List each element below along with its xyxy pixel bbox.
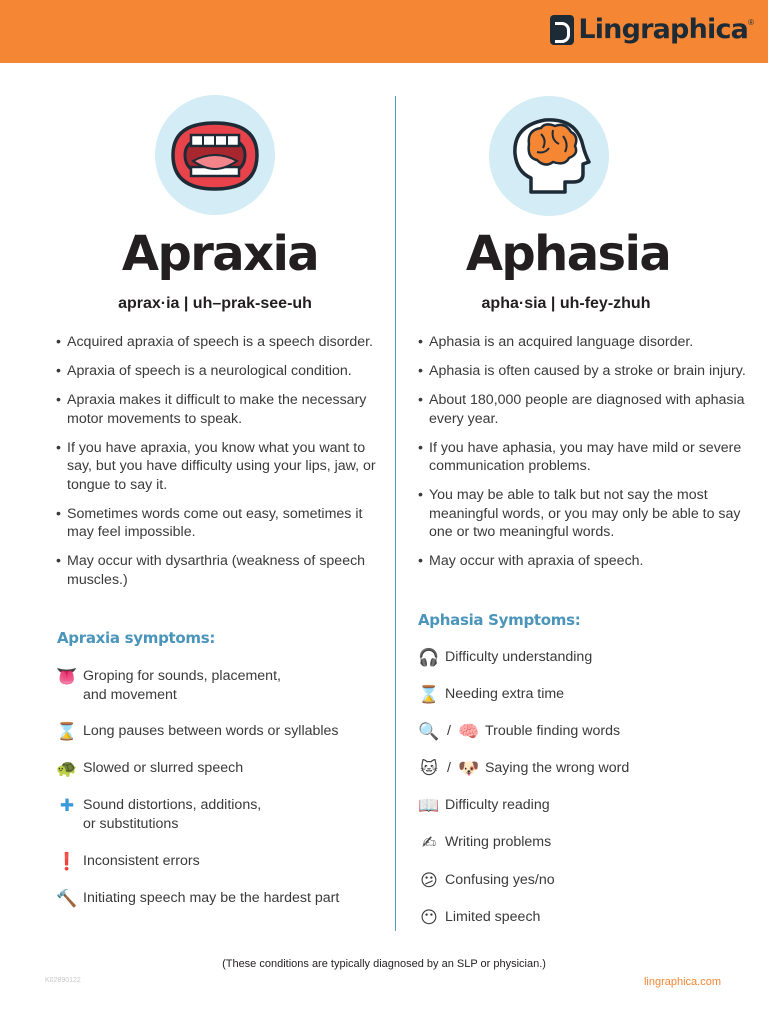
magnifier-icon: 🔍 <box>418 721 440 741</box>
hourglass-icon: ⌛ <box>418 684 440 704</box>
symptom-item <box>417 758 629 780</box>
symptom-item <box>417 647 592 669</box>
symptom-item <box>55 851 200 873</box>
list-item: • You may be able to talk but not say the most meaningful words, or you may only be able to say one or two meaningful words. <box>418 486 763 542</box>
symptom-text-2: and movement <box>83 686 177 703</box>
separator: / <box>447 723 451 739</box>
symptom-text: Inconsistent errors <box>83 853 200 869</box>
hourglass-icon: ⌛ <box>56 721 78 741</box>
list-item: • If you have aphasia, you may have mild or severe communication problems. <box>418 439 763 476</box>
headphones-icon: 🎧 <box>418 647 440 667</box>
book-icon: 📖 <box>418 795 440 815</box>
dog-icon: 🐶 <box>458 758 480 778</box>
symptom-text: Initiating speech may be the hardest part <box>83 890 340 906</box>
symptom-item <box>55 666 281 704</box>
symptom-item <box>55 721 339 743</box>
symptom-text: Trouble finding words <box>484 723 621 739</box>
list-item: • Acquired apraxia of speech is a speech disorder. <box>56 333 386 352</box>
symptom-text: Limited speech <box>445 909 541 925</box>
list-item: • May occur with apraxia of speech. <box>418 552 763 571</box>
apraxia-pronunciation: aprax·ia | uh–prak-see-uh <box>118 295 312 312</box>
neutral-face-icon: 😶 <box>420 907 438 927</box>
aphasia-bullet-list <box>418 333 763 581</box>
list-item: • Aphasia is often caused by a stroke or brain injury. <box>418 362 763 381</box>
symptom-text: Difficulty reading <box>445 797 550 813</box>
list-item: • If you have apraxia, you know what you want to say, but you have difficulty using your lips, jaw, or tongue to say it. <box>56 439 386 495</box>
list-item: • About 180,000 people are diagnosed with aphasia every year. <box>418 391 763 428</box>
lingraphica-logo-icon <box>550 15 574 45</box>
symptom-text: Confusing yes/no <box>445 872 555 888</box>
brand-logo[interactable] <box>550 14 754 45</box>
symptom-text: Long pauses between words or syllables <box>83 723 339 739</box>
list-item: • Sometimes words come out easy, sometimes it may feel impossible. <box>56 505 386 542</box>
confused-face-icon: 😕 <box>420 870 438 890</box>
symptom-text: Sound distortions, additions, <box>83 797 262 813</box>
brain-icon: 🧠 <box>458 721 480 741</box>
symptom-item <box>417 721 620 743</box>
symptom-item <box>417 832 551 854</box>
symptom-text: Groping for sounds, placement, <box>83 668 281 684</box>
turtle-icon: 🐢 <box>56 758 78 778</box>
mouth-icon <box>155 95 275 215</box>
list-item: • Apraxia of speech is a neurological condition. <box>56 362 386 381</box>
list-item: • Aphasia is an acquired language disorder. <box>418 333 763 352</box>
registered-mark: ® <box>748 18 754 27</box>
writing-hand-icon: ✍ <box>421 832 437 852</box>
symptom-text: Slowed or slurred speech <box>83 760 244 776</box>
brand-name: Lingraphica <box>578 14 749 45</box>
symptom-item <box>417 870 555 892</box>
apraxia-symptoms-heading: Apraxia symptoms: <box>57 629 216 647</box>
symptom-item <box>417 907 540 929</box>
aphasia-symptoms-heading: Aphasia Symptoms: <box>418 611 581 629</box>
list-item: • Apraxia makes it difficult to make the necessary motor movements to speak. <box>56 391 386 428</box>
document-code: K02890122 <box>45 977 81 984</box>
cat-icon: 🐱 <box>420 758 438 778</box>
symptom-text-2: or substitutions <box>83 815 179 832</box>
aphasia-title: Aphasia <box>465 226 671 282</box>
footnote: (These conditions are typically diagnosed by an SLP or physician.) <box>222 958 546 970</box>
header-bar <box>0 0 768 63</box>
symptom-item <box>55 795 261 833</box>
symptom-item <box>55 758 243 780</box>
separator: / <box>447 760 451 776</box>
symptom-text: Difficulty understanding <box>445 649 593 665</box>
tongue-icon: 👅 <box>56 666 78 686</box>
exclamation-icon: ❗ <box>56 851 78 871</box>
symptom-text: Writing problems <box>445 834 552 850</box>
apraxia-title: Apraxia <box>121 226 319 282</box>
website-link[interactable]: lingraphica.com <box>643 976 721 988</box>
list-item: • May occur with dysarthria (weakness of speech muscles.) <box>56 552 386 589</box>
symptom-item <box>55 888 339 910</box>
apraxia-bullet-list <box>56 333 386 600</box>
column-divider <box>395 96 396 931</box>
symptom-text: Needing extra time <box>445 686 565 702</box>
symptom-text: Saying the wrong word <box>484 760 630 776</box>
symptom-item <box>417 684 564 706</box>
plus-icon: ✚ <box>59 795 75 815</box>
aphasia-pronunciation: apha·sia | uh-fey-zhuh <box>481 295 651 312</box>
brain-head-icon <box>489 96 609 216</box>
hammer-icon: 🔨 <box>56 888 78 908</box>
symptom-item <box>417 795 550 817</box>
